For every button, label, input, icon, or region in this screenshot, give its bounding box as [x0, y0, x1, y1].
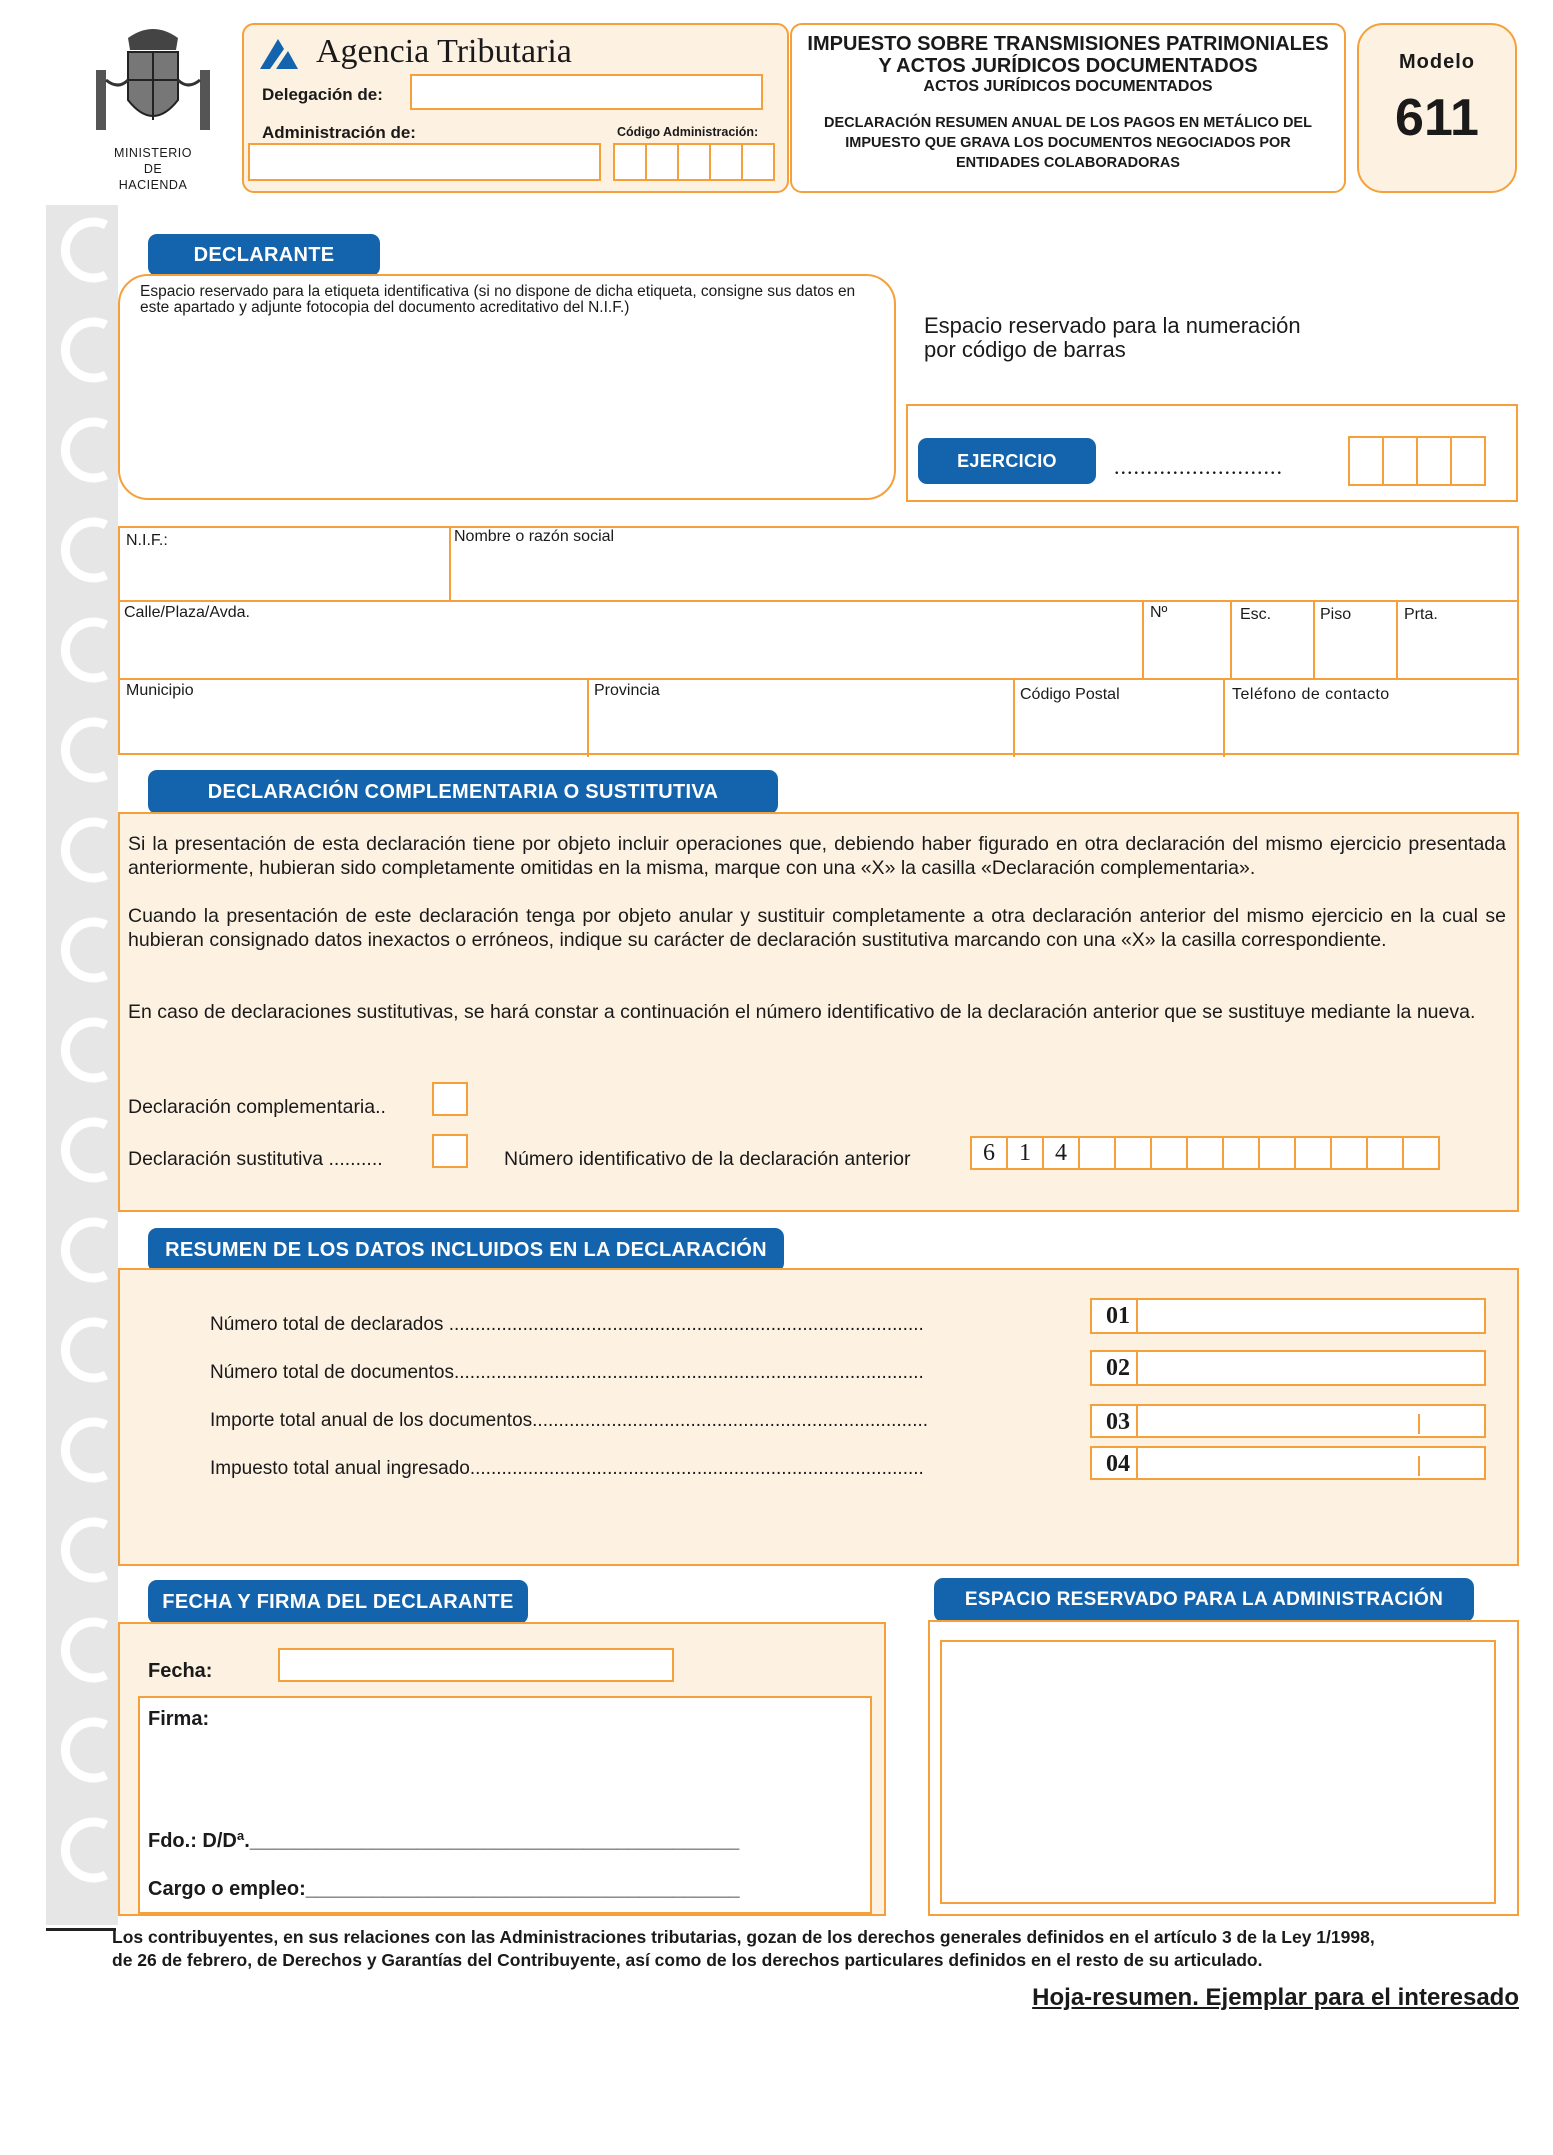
resumen-row-label: Número total de declarados .......................................................................................... — [210, 1314, 924, 1335]
resumen-row-label: Importe total anual de los documentos........................................................................... — [210, 1410, 929, 1431]
esc-label: Esc. — [1240, 606, 1272, 623]
ejercicio-digit[interactable] — [1450, 436, 1486, 486]
section-title-firma: FECHA Y FIRMA DEL DECLARANTE — [148, 1580, 528, 1624]
section-title-complementaria: DECLARACIÓN COMPLEMENTARIA O SUSTITUTIVA — [148, 770, 778, 814]
administracion-box — [928, 1620, 1519, 1916]
numero-anterior-digit[interactable] — [1186, 1136, 1224, 1170]
calle-label: Calle/Plaza/Avda. — [124, 604, 250, 621]
identification-grid — [118, 526, 1519, 755]
casilla-code: 02 — [1106, 1355, 1130, 1381]
administracion-label: Administración de: — [262, 123, 416, 142]
fecha-label: Fecha: — [148, 1660, 213, 1682]
telefono-field[interactable] — [1232, 686, 1390, 704]
tax-title-line: Y ACTOS JURÍDICOS DOCUMENTADOS — [878, 55, 1258, 77]
casilla-04-field[interactable] — [1090, 1446, 1486, 1480]
nombre-label: Nombre o razón social — [454, 528, 615, 545]
administracion-field[interactable] — [248, 143, 601, 181]
ejercicio-digit[interactable] — [1348, 436, 1384, 486]
numero-anterior-paragraph: En caso de declaraciones sustitutivas, se hará constar a continuación el número identificativo de la declaración anterior que se sustituye mediante la nueva. — [128, 1001, 1476, 1023]
codigo-admin-label: Código Administración: — [617, 125, 759, 139]
ejercicio-digit[interactable] — [1416, 436, 1452, 486]
numero-anterior-digit[interactable]: 6 — [970, 1136, 1008, 1170]
provincia-field[interactable] — [594, 682, 660, 700]
municipio-label: Municipio — [126, 682, 194, 699]
fecha-field[interactable] — [278, 1648, 674, 1682]
decorative-euro-strip — [46, 205, 118, 1925]
numero-label: Nº — [1150, 604, 1168, 621]
tax-subtitle: ACTOS JURÍDICOS DOCUMENTADOS — [923, 78, 1213, 95]
puerta-field[interactable] — [1404, 606, 1438, 624]
casilla-02-field[interactable] — [1090, 1350, 1486, 1386]
numero-anterior-digit[interactable] — [1114, 1136, 1152, 1170]
hoja-resumen-label: Hoja-resumen. Ejemplar para el interesado — [1032, 1984, 1519, 2011]
firma-label: Firma: — [148, 1708, 210, 1730]
complementaria-box — [118, 812, 1519, 1212]
numero-anterior-digit[interactable] — [1150, 1136, 1188, 1170]
modelo-number: 611 — [1395, 89, 1479, 147]
resumen-row-label: Número total de documentos......................................................................................... — [210, 1362, 924, 1383]
numero-anterior-label: Número identificativo de la declaración anterior — [504, 1148, 911, 1170]
barcode-text-line: Espacio reservado para la numeración — [924, 313, 1301, 338]
tax-description-line: DECLARACIÓN RESUMEN ANUAL DE LOS PAGOS EN METÁLICO DEL — [824, 115, 1312, 131]
numero-anterior-digit[interactable] — [1402, 1136, 1440, 1170]
modelo-label: Modelo — [1399, 51, 1475, 73]
complementaria-paragraph: Si la presentación de esta declaración tiene por objeto incluir operaciones que, debiendo haber figurado en otra declaración del mismo ejercicio presentada anteriormente, hubieran sido completamente omitidas en la misma, marque con una «X» la casilla «Declaración complementaria». — [128, 833, 1506, 879]
piso-field[interactable] — [1320, 606, 1351, 624]
numero-anterior-digit[interactable] — [1258, 1136, 1296, 1170]
barcode-text-line: por código de barras — [924, 337, 1126, 362]
resumen-box — [118, 1268, 1519, 1566]
numero-anterior-digit[interactable] — [1330, 1136, 1368, 1170]
modelo-box — [1357, 23, 1517, 193]
prta-label: Prta. — [1404, 606, 1438, 623]
escalera-field[interactable] — [1240, 606, 1271, 624]
rights-notice-line: de 26 de febrero, de Derechos y Garantías del Contribuyente, así como de los derechos particulares definidos en el resto de su articulado. — [112, 1950, 1263, 1970]
ejercicio-box — [906, 404, 1518, 502]
numero-anterior-digit[interactable]: 1 — [1006, 1136, 1044, 1170]
tax-title-box — [790, 23, 1346, 193]
sustitutiva-paragraph: Cuando la presentación de este declaración tenga por objeto anular y sustituir completamente a otra declaración anterior del mismo ejercicio en la cual se hubieran consignado datos inexactos o erróneos, indique su carácter de declaración sustitutiva marcando con una «X» la casilla correspondiente. — [128, 905, 1506, 951]
casilla-01-field[interactable] — [1090, 1298, 1486, 1334]
ejercicio-digit[interactable] — [1382, 436, 1418, 486]
etiqueta-box[interactable] — [118, 274, 896, 500]
administracion-field — [940, 1640, 1496, 1904]
rights-notice-line: Los contribuyentes, en sus relaciones con las Administraciones tributarias, gozan de los derechos generales definidos en el artículo 3 de la Ley 1/1998, — [112, 1927, 1375, 1947]
codigo-postal-field[interactable] — [1020, 686, 1120, 704]
cargo-line: Cargo o empleo:_______________________________________ — [148, 1878, 740, 1900]
euro-pattern-icon — [46, 205, 118, 1925]
complementaria-label: Declaración complementaria.. — [128, 1096, 386, 1118]
sustitutiva-label: Declaración sustitutiva .......... — [128, 1148, 383, 1170]
agency-logo-icon — [256, 35, 302, 75]
etiqueta-instructions: Espacio reservado para la etiqueta identificativa (si no dispone de dicha etiqueta, consigne sus datos en este apartado y adjunte fotocopia del documento acreditativo del N.I.F.) — [140, 283, 856, 316]
casilla-code: 04 — [1106, 1451, 1130, 1477]
section-title-administracion: ESPACIO RESERVADO PARA LA ADMINISTRACIÓN — [934, 1578, 1474, 1622]
section-title-resumen: RESUMEN DE LOS DATOS INCLUIDOS EN LA DECLARACIÓN — [148, 1228, 784, 1272]
rights-notice — [112, 1926, 1522, 1972]
sustitutiva-checkbox[interactable] — [432, 1134, 468, 1168]
codigo-admin-field[interactable] — [613, 143, 779, 181]
casilla-03-field[interactable] — [1090, 1404, 1486, 1438]
telefono-label: Teléfono de contacto — [1232, 686, 1390, 703]
ministry-name-line: HACIENDA — [118, 178, 188, 192]
casilla-code: 01 — [1106, 1303, 1130, 1329]
delegacion-field[interactable] — [410, 74, 763, 110]
numero-anterior-digit[interactable] — [1222, 1136, 1260, 1170]
strip-base-line — [46, 1928, 116, 1931]
calle-field[interactable] — [124, 604, 250, 622]
nif-label: N.I.F.: — [126, 532, 168, 549]
ministry-name-line: MINISTERIO — [114, 146, 192, 160]
nombre-field[interactable] — [454, 528, 614, 546]
delegacion-label: Delegación de: — [262, 85, 383, 104]
ministry-logo — [88, 20, 218, 200]
tax-title-line: IMPUESTO SOBRE TRANSMISIONES PATRIMONIALES — [807, 33, 1329, 55]
ministry-name-line: DE — [143, 162, 163, 176]
section-title-declarante: DECLARANTE — [148, 234, 380, 276]
nif-field[interactable] — [126, 532, 168, 550]
casilla-code: 03 — [1106, 1409, 1130, 1435]
decimal-separator — [1418, 1456, 1420, 1476]
cp-label: Código Postal — [1020, 686, 1120, 703]
tax-description-line: ENTIDADES COLABORADORAS — [956, 155, 1180, 171]
ejercicio-dots: .......................... — [1114, 454, 1283, 479]
tax-description-line: IMPUESTO QUE GRAVA LOS DOCUMENTOS NEGOCIADOS POR — [845, 135, 1291, 151]
numero-field[interactable] — [1150, 604, 1167, 622]
numero-anterior-digit[interactable] — [1366, 1136, 1404, 1170]
resumen-row-label: Impuesto total anual ingresado...................................................................................... — [210, 1458, 924, 1479]
numero-anterior-digit[interactable]: 4 — [1042, 1136, 1080, 1170]
firma-field[interactable] — [138, 1696, 872, 1914]
firma-box — [118, 1622, 886, 1916]
ejercicio-label: EJERCICIO — [918, 438, 1096, 484]
numero-anterior-digit[interactable] — [1294, 1136, 1332, 1170]
agency-name: Agencia Tributaria — [316, 33, 572, 70]
piso-label: Piso — [1320, 606, 1352, 623]
complementaria-checkbox[interactable] — [432, 1082, 468, 1116]
numero-anterior-digit[interactable] — [1078, 1136, 1116, 1170]
barcode-area-text — [924, 314, 1301, 362]
municipio-field[interactable] — [126, 682, 194, 700]
numero-anterior-field[interactable] — [970, 1136, 1440, 1170]
fdo-line: Fdo.: D/Dª.____________________________________________ — [148, 1830, 740, 1852]
coat-of-arms-icon — [88, 20, 218, 140]
provincia-label: Provincia — [594, 682, 660, 699]
decimal-separator — [1418, 1414, 1420, 1434]
agency-header-box — [242, 23, 789, 193]
